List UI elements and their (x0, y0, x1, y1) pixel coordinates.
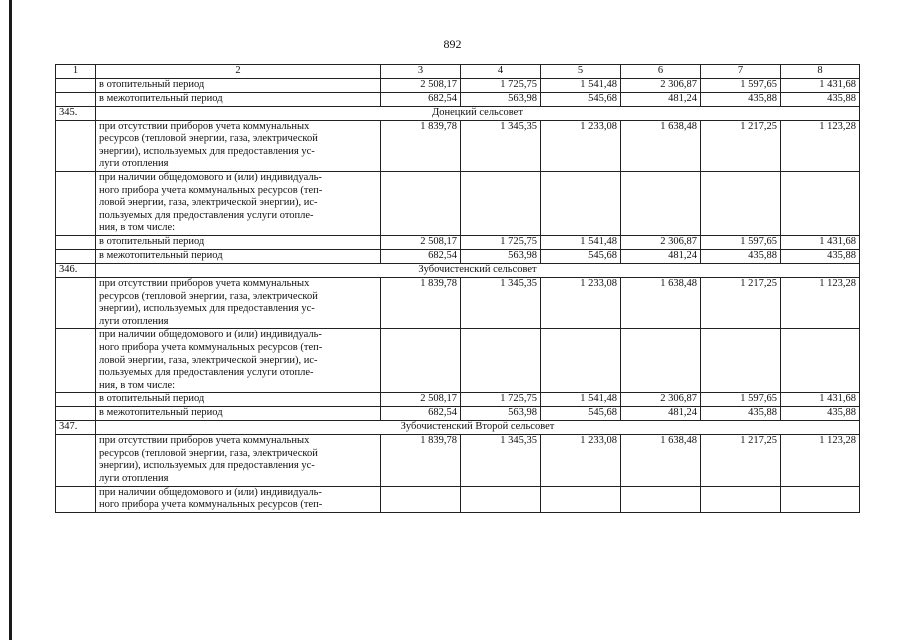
tariff-value: 1 541,48 (541, 235, 621, 249)
column-header: 4 (461, 65, 541, 79)
tariff-value (541, 171, 621, 235)
table-row (56, 249, 860, 263)
tariff-value (621, 486, 701, 512)
tariff-value (701, 329, 781, 393)
row-description (96, 235, 381, 249)
table-row (56, 329, 860, 393)
column-header: 3 (381, 65, 461, 79)
description-line: в межотопительный период (99, 407, 223, 419)
tariff-value: 2 306,87 (621, 235, 701, 249)
description-line: в межотопительный период (99, 249, 223, 261)
tariff-value: 1 839,78 (381, 277, 461, 328)
row-description (96, 249, 381, 263)
row-number: 347. (56, 421, 96, 435)
tariff-value: 1 123,28 (781, 435, 860, 486)
tariff-value (381, 329, 461, 393)
tariff-value: 1 725,75 (461, 393, 541, 407)
description-line: ловой энергии, газа, электрической энергии), ис- (99, 354, 318, 366)
tariff-value (381, 486, 461, 512)
table-row (56, 78, 860, 92)
tariff-value: 435,88 (781, 249, 860, 263)
tariff-value: 1 123,28 (781, 277, 860, 328)
table-row (56, 171, 860, 235)
table-row (56, 235, 860, 249)
row-number (56, 235, 96, 249)
tariff-value: 1 839,78 (381, 120, 461, 171)
tariff-value: 2 306,87 (621, 78, 701, 92)
tariff-value: 1 597,65 (701, 235, 781, 249)
tariff-value: 1 541,48 (541, 393, 621, 407)
description-line: ния, в том числе: (99, 222, 176, 234)
tariff-value (621, 329, 701, 393)
tariff-value (701, 171, 781, 235)
row-description (96, 407, 381, 421)
tariff-value: 1 233,08 (541, 120, 621, 171)
tariff-value (541, 329, 621, 393)
tariff-value: 1 345,35 (461, 277, 541, 328)
table-row (56, 407, 860, 421)
tariff-value: 1 638,48 (621, 120, 701, 171)
tariff-value: 435,88 (781, 407, 860, 421)
column-header: 7 (701, 65, 781, 79)
tariff-value (701, 486, 781, 512)
tariff-value (781, 171, 860, 235)
tariff-value: 1 597,65 (701, 393, 781, 407)
tariff-value: 1 345,35 (461, 120, 541, 171)
description-line: луги отопления (99, 315, 169, 327)
tariff-value: 1 839,78 (381, 435, 461, 486)
tariff-value: 435,88 (701, 249, 781, 263)
row-description (96, 435, 381, 486)
table-row (56, 277, 860, 328)
column-header: 6 (621, 65, 701, 79)
description-line: ния, в том числе: (99, 379, 176, 391)
tariff-value: 682,54 (381, 92, 461, 106)
tariff-value: 1 431,68 (781, 78, 860, 92)
description-line: энергии), используемых для предоставления ус- (99, 460, 315, 472)
description-line: в межотопительный период (99, 92, 223, 104)
tariff-value: 1 233,08 (541, 277, 621, 328)
row-number (56, 393, 96, 407)
tariff-value: 1 597,65 (701, 78, 781, 92)
row-description (96, 171, 381, 235)
description-line: ресурсов (тепловой энергии, газа, электрической (99, 290, 318, 302)
description-line: в отопительный период (99, 235, 205, 247)
row-number (56, 92, 96, 106)
settlement-row (56, 106, 860, 120)
tariff-value: 2 306,87 (621, 393, 701, 407)
column-header: 1 (56, 65, 96, 79)
description-line: ного прибора учета коммунальных ресурсов (теп- (99, 341, 323, 353)
table-row (56, 120, 860, 171)
row-number (56, 78, 96, 92)
tariff-value: 481,24 (621, 249, 701, 263)
tariff-value: 481,24 (621, 92, 701, 106)
description-line: пользуемых для предоставления услуги отопле- (99, 367, 314, 379)
tariff-value: 1 431,68 (781, 393, 860, 407)
description-line: луги отопления (99, 473, 169, 485)
settlement-name: Зубочистенский Второй сельсовет (96, 421, 860, 435)
tariff-value (541, 486, 621, 512)
tariff-value: 435,88 (701, 407, 781, 421)
column-header-row (56, 65, 860, 79)
tariff-value: 563,98 (461, 92, 541, 106)
description-line: при наличии общедомового и (или) индивидуаль- (99, 171, 322, 183)
tariff-value: 545,68 (541, 407, 621, 421)
row-description (96, 78, 381, 92)
settlement-name: Зубочистенский сельсовет (96, 263, 860, 277)
description-line: при отсутствии приборов учета коммунальных (99, 120, 310, 132)
tariff-value: 563,98 (461, 249, 541, 263)
tariff-value: 682,54 (381, 249, 461, 263)
settlement-name: Донецкий сельсовет (96, 106, 860, 120)
row-number: 345. (56, 106, 96, 120)
tariff-value: 1 123,28 (781, 120, 860, 171)
tariff-value (461, 171, 541, 235)
tariff-value: 2 508,17 (381, 393, 461, 407)
tariff-value: 1 638,48 (621, 277, 701, 328)
tariff-value: 1 217,25 (701, 435, 781, 486)
description-line: в отопительный период (99, 393, 205, 405)
column-header: 5 (541, 65, 621, 79)
tariff-value: 481,24 (621, 407, 701, 421)
row-number (56, 407, 96, 421)
description-line: при наличии общедомового и (или) индивидуаль- (99, 329, 322, 341)
description-line: энергии), используемых для предоставления ус- (99, 145, 315, 157)
row-number: 346. (56, 263, 96, 277)
table-row (56, 435, 860, 486)
row-number (56, 486, 96, 512)
tariff-value: 545,68 (541, 249, 621, 263)
tariff-value (781, 486, 860, 512)
description-line: при отсутствии приборов учета коммунальных (99, 277, 310, 289)
scan-edge-bar (9, 0, 12, 640)
tariff-value: 682,54 (381, 407, 461, 421)
tariff-value: 435,88 (781, 92, 860, 106)
tariff-value: 2 508,17 (381, 78, 461, 92)
row-description (96, 486, 381, 512)
row-number (56, 329, 96, 393)
row-description (96, 393, 381, 407)
table-row (56, 486, 860, 512)
tariff-value: 1 541,48 (541, 78, 621, 92)
tariff-value (781, 329, 860, 393)
table-body (56, 65, 860, 513)
description-line: при отсутствии приборов учета коммунальных (99, 435, 310, 447)
description-line: ресурсов (тепловой энергии, газа, электрической (99, 447, 318, 459)
row-description (96, 277, 381, 328)
tariff-value (621, 171, 701, 235)
table-row (56, 92, 860, 106)
row-number (56, 277, 96, 328)
settlement-row (56, 421, 860, 435)
tariff-value: 1 217,25 (701, 120, 781, 171)
description-line: ного прибора учета коммунальных ресурсов (теп- (99, 184, 323, 196)
tariff-value: 1 638,48 (621, 435, 701, 486)
description-line: в отопительный период (99, 78, 205, 90)
row-description (96, 329, 381, 393)
tariff-value: 1 725,75 (461, 235, 541, 249)
row-description (96, 120, 381, 171)
tariff-value (461, 486, 541, 512)
description-line: энергии), используемых для предоставления ус- (99, 303, 315, 315)
description-line: луги отопления (99, 158, 169, 170)
column-header: 8 (781, 65, 860, 79)
tariff-value: 1 431,68 (781, 235, 860, 249)
row-number (56, 435, 96, 486)
tariff-value: 1 345,35 (461, 435, 541, 486)
tariff-value: 2 508,17 (381, 235, 461, 249)
row-number (56, 120, 96, 171)
tariff-value: 1 725,75 (461, 78, 541, 92)
description-line: ресурсов (тепловой энергии, газа, электрической (99, 133, 318, 145)
tariff-value: 1 233,08 (541, 435, 621, 486)
description-line: при наличии общедомового и (или) индивидуаль- (99, 486, 322, 498)
description-line: ловой энергии, газа, электрической энергии), ис- (99, 197, 318, 209)
column-header: 2 (96, 65, 381, 79)
tariff-table (55, 64, 860, 513)
description-line: пользуемых для предоставления услуги отопле- (99, 209, 314, 221)
tariff-value: 545,68 (541, 92, 621, 106)
row-description (96, 92, 381, 106)
tariff-value: 1 217,25 (701, 277, 781, 328)
row-number (56, 171, 96, 235)
tariff-value (461, 329, 541, 393)
settlement-row (56, 263, 860, 277)
tariff-value: 435,88 (701, 92, 781, 106)
tariff-value: 563,98 (461, 407, 541, 421)
row-number (56, 249, 96, 263)
description-line: ного прибора учета коммунальных ресурсов (теп- (99, 499, 323, 511)
tariff-value (381, 171, 461, 235)
table-row (56, 393, 860, 407)
page-number: 892 (443, 37, 462, 51)
